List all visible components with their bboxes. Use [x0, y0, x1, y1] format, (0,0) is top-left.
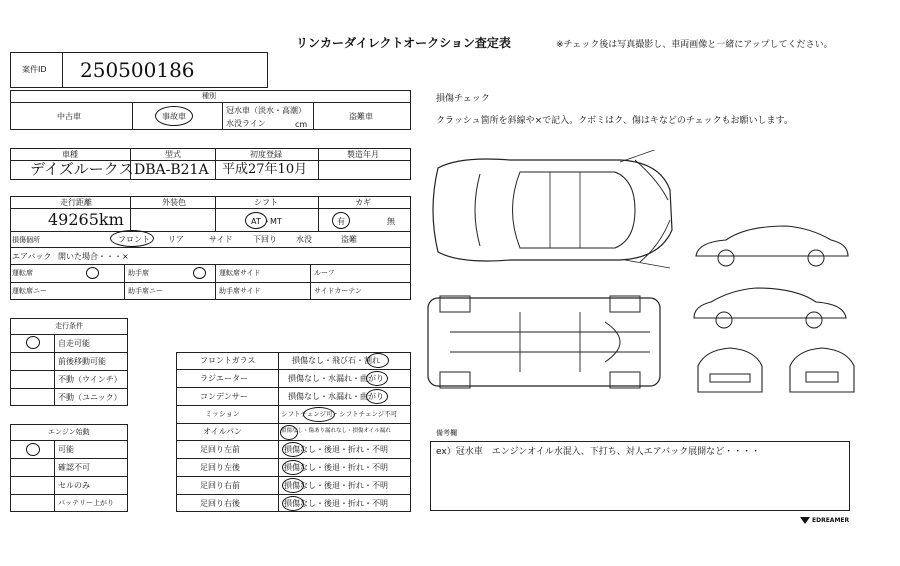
- driving-option[interactable]: 前後移動可能: [58, 357, 106, 366]
- part-name: 足回り左後: [200, 463, 240, 472]
- engine-option[interactable]: バッテリー上がり: [58, 499, 114, 507]
- part-name: ミッション: [205, 410, 240, 418]
- first-reg-label: 初度登録: [250, 150, 282, 159]
- part-name: ラジエーター: [200, 374, 248, 383]
- windshield-crack-circle: [367, 353, 389, 368]
- mfg-date-label: 製造年月: [347, 150, 379, 159]
- accident-car-option[interactable]: 事故車: [162, 112, 186, 121]
- type-code-label: 型式: [165, 150, 181, 159]
- damage-check-label: 損傷チェック: [436, 94, 490, 104]
- key-no-option[interactable]: 無: [387, 217, 395, 226]
- car-front-view[interactable]: [782, 344, 862, 399]
- engine-option[interactable]: 可能: [58, 445, 74, 454]
- shift-mt-option[interactable]: MT: [270, 217, 282, 226]
- model-label: 車種: [62, 150, 78, 159]
- brand-name: EDREAMER: [812, 517, 850, 524]
- airbag-passenger-knee[interactable]: 助手席ニー: [128, 287, 163, 295]
- damage-location-label: 損傷個所: [12, 236, 40, 244]
- airbag-driver[interactable]: 運転席: [12, 269, 33, 277]
- car-rear-view[interactable]: [690, 344, 770, 399]
- part-status[interactable]: 損傷なし・水漏れ・曲がり: [288, 374, 384, 383]
- edreamer-logo-icon: [800, 517, 810, 524]
- airbag-driver-side[interactable]: 運転席サイド: [219, 269, 261, 277]
- mileage-value[interactable]: 49265km: [48, 210, 124, 229]
- type-code-value[interactable]: DBA-B21A: [134, 162, 209, 178]
- airbag-passenger-side[interactable]: 助手席サイド: [219, 287, 261, 295]
- key-yes-circle: [332, 212, 350, 229]
- airbag-opened-note: 開いた場合・・・×: [58, 252, 129, 261]
- part-status[interactable]: 損傷なし・後退・折れ・不明: [284, 481, 388, 490]
- damage-theft-option[interactable]: 盗難: [341, 235, 357, 244]
- condenser-bent-circle: [366, 389, 388, 404]
- first-reg-value[interactable]: 平成27年10月: [222, 162, 308, 177]
- key-yes-option[interactable]: 有: [337, 217, 345, 226]
- shift-at-option[interactable]: AT: [251, 217, 261, 226]
- airbag-driver-circle: [86, 267, 99, 279]
- damage-side-option[interactable]: サイド: [209, 235, 233, 244]
- part-name: 足回り右後: [200, 499, 240, 508]
- water-line-unit: cm: [295, 120, 308, 129]
- part-name: 足回り右前: [200, 481, 240, 490]
- oilpan-ok-circle: [280, 425, 298, 440]
- driving-option[interactable]: 不動（ウインチ）: [58, 375, 122, 384]
- driving-option[interactable]: 不動（ユニック）: [58, 393, 122, 402]
- remarks-example: ex）冠水車 エンジンオイル水混入、下打ち、対人エアバック展開など・・・・: [436, 447, 761, 457]
- part-status[interactable]: 損傷なし・傷あり漏れなし・損傷オイル漏れ: [281, 428, 391, 434]
- part-status[interactable]: 損傷なし・水漏れ・曲がり: [288, 392, 384, 401]
- water-line-label: 水没ライン: [226, 119, 266, 128]
- exterior-color-label: 外装色: [162, 198, 186, 207]
- shift-separator: ・: [263, 217, 271, 226]
- damage-under-option[interactable]: 下回り: [253, 235, 277, 244]
- part-name: フロントガラス: [200, 356, 256, 365]
- case-id-value[interactable]: 250500186: [80, 58, 195, 82]
- engine-option[interactable]: 確認不可: [58, 463, 90, 472]
- driving-selected-circle: [26, 336, 40, 349]
- flood-car-option[interactable]: 冠水車（淡水・高潮）: [226, 106, 306, 115]
- engine-selected-circle: [26, 443, 40, 456]
- shift-at-circle: [245, 212, 267, 229]
- remarks-label: 備考欄: [436, 429, 457, 437]
- stolen-car-option[interactable]: 盗難車: [349, 112, 373, 121]
- transmission-ok-circle: [303, 407, 335, 422]
- damage-flooded-option[interactable]: 水没: [296, 235, 312, 244]
- car-side-view-right[interactable]: [686, 282, 856, 332]
- part-status[interactable]: 損傷なし・後退・折れ・不明: [284, 445, 388, 454]
- engine-option[interactable]: セルのみ: [58, 481, 90, 490]
- airbag-label: エアバック: [12, 252, 52, 261]
- damage-rear-option[interactable]: リア: [168, 235, 184, 244]
- engine-label: エンジン始動: [48, 428, 90, 436]
- driving-option[interactable]: 自走可能: [58, 339, 90, 348]
- damage-front-circle: [110, 230, 154, 247]
- part-status[interactable]: 損傷なし・飛び石・割れ: [292, 356, 380, 365]
- form-title: リンカーダイレクトオークション査定表: [296, 36, 511, 50]
- part-name: オイルパン: [203, 427, 243, 436]
- suspension-lr-circle: [282, 460, 304, 475]
- part-status[interactable]: シフトチェンジ可・シフトチェンジ不可: [281, 410, 398, 418]
- airbag-passenger-circle: [193, 267, 206, 279]
- airbag-roof[interactable]: ルーフ: [314, 269, 335, 277]
- radiator-bent-circle: [366, 371, 388, 386]
- mileage-label: 走行距離: [60, 198, 92, 207]
- suspension-rf-circle: [282, 478, 304, 493]
- airbag-side-curtain[interactable]: サイドカーテン: [314, 287, 362, 295]
- suspension-rr-circle: [282, 496, 304, 511]
- part-status[interactable]: 損傷なし・後退・折れ・不明: [284, 463, 388, 472]
- damage-front-option[interactable]: フロント: [118, 235, 150, 244]
- car-top-view-diagram[interactable]: [420, 150, 680, 270]
- airbag-passenger[interactable]: 助手席: [128, 269, 149, 277]
- airbag-driver-knee[interactable]: 運転席ニー: [12, 287, 47, 295]
- accident-car-circle: [155, 106, 193, 126]
- type-label: 種別: [202, 92, 216, 100]
- key-label: カギ: [355, 198, 371, 207]
- part-name: 足回り左前: [200, 445, 240, 454]
- case-id-label: 案件ID: [22, 65, 47, 74]
- shift-label: シフト: [254, 198, 278, 207]
- car-side-view-left[interactable]: [686, 220, 856, 270]
- suspension-lf-circle: [282, 442, 304, 457]
- used-car-option[interactable]: 中古車: [57, 112, 81, 121]
- part-status[interactable]: 損傷なし・後退・折れ・不明: [284, 499, 388, 508]
- model-value[interactable]: デイズルークス: [30, 160, 134, 178]
- header-note: ※チェック後は写真撮影し、車両画像と一緒にアップしてください。: [556, 40, 833, 50]
- driving-label: 走行条件: [55, 322, 83, 330]
- part-name: コンデンサー: [200, 392, 248, 401]
- car-underbody-diagram[interactable]: [420, 292, 670, 392]
- damage-check-instructions: クラッシュ箇所を斜線や×で記入。クボミはク、傷はキなどのチェックもお願いします。: [436, 116, 793, 126]
